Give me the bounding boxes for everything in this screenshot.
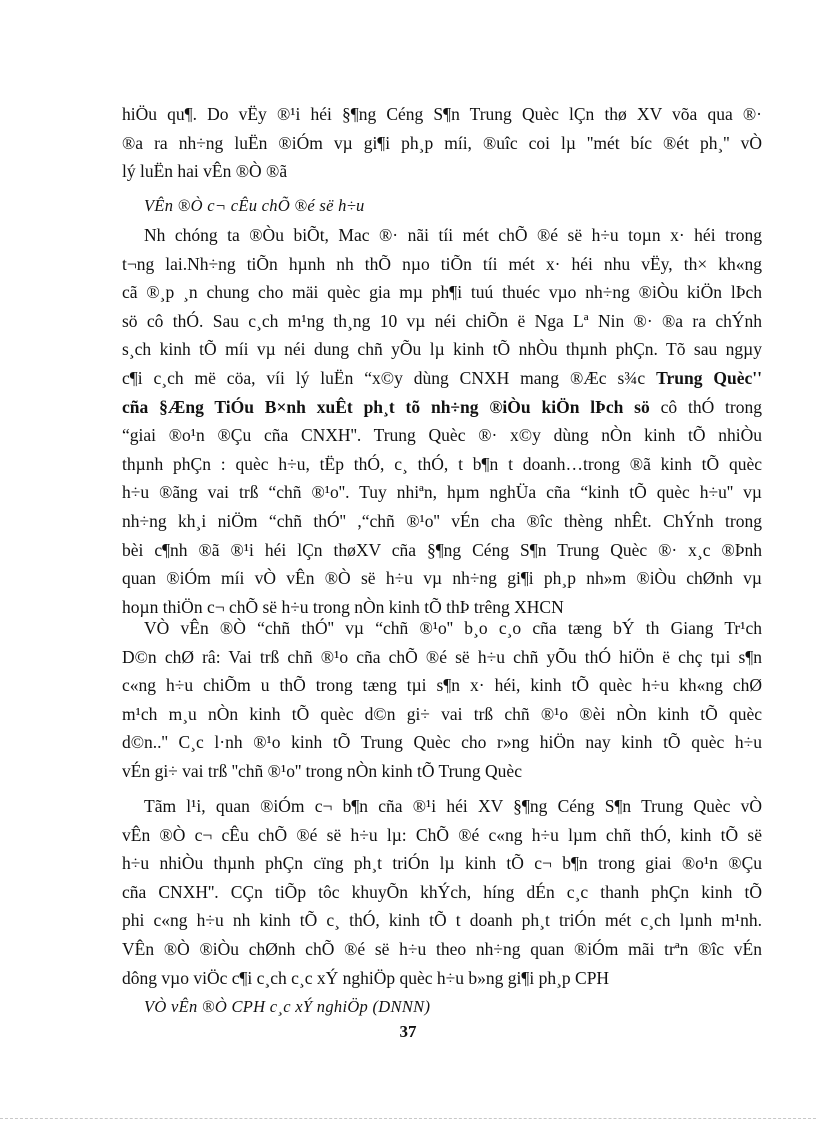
bold-phrase: cña §Æng TiÓu B×nh xuÊt ph¸t tõ nh÷ng ®iÒu kiÖn lÞch sö xyxy=(122,396,650,417)
text-line: Nh chóng ta ®Òu biÕt, Mac ®· nãi tíi mét chÕ ®é së h÷u toµn x· héi trong xyxy=(144,225,762,245)
text-line-with-bold: c¶i c¸ch më cöa, víi lý luËn “x©y dùng CNXH mang ®Æc s¾c Trung Quèc'' xyxy=(122,367,762,388)
text-line: m¹ch m¸u nÒn kinh tÕ quèc d©n gi÷ vai trß chñ ®¹o ®èi nÒn kinh tÕ quèc xyxy=(122,703,762,724)
text-line: hoµn thiÖn c¬ chÕ së h÷u trong nÒn kinh tÕ thÞ trêng XHCN xyxy=(122,596,564,617)
section-heading-ownership xyxy=(122,192,762,221)
page-number: 37 xyxy=(399,1022,417,1041)
text-line: thµnh phÇn : quèc h÷u, tËp thÓ, c¸ thÓ, t b¶n t doanh…trong ®ã kinh tÕ quèc xyxy=(122,453,762,474)
paragraph-continuation xyxy=(122,100,762,186)
text-line: vÊn ®Ò c¬ cÊu chÕ ®é së h÷u lµ: ChÕ ®é c«ng h÷u lµm chñ thÓ, kinh tÕ së xyxy=(122,824,762,845)
heading-text: VÊn ®Ò c¬ cÊu chÕ ®é së h÷u xyxy=(144,196,365,215)
text-line-with-bold: cña §Æng TiÓu B×nh xuÊt ph¸t tõ nh÷ng ®iÒu kiÖn lÞch sö cô thÓ trong xyxy=(122,396,762,417)
text-line: h÷u ®ãng vai trß “chñ ®¹o''. Tuy nhiªn, hµm nghÜa cña “kinh tÕ quèc h÷u'' vµ xyxy=(122,482,762,503)
text-line: vÉn gi÷ vai trß ''chñ ®¹o'' trong nÒn kinh tÕ Trung Quèc xyxy=(122,760,522,781)
text-line: lý luËn hai vÊn ®Ò ®ã xyxy=(122,161,288,182)
text-line: h÷u nhiÒu thµnh phÇn cïng ph¸t triÓn lµ kinh tÕ c¬ b¶n trong giai ®o¹n ®Çu xyxy=(122,853,762,874)
bold-phrase: Trung Quèc'' xyxy=(656,367,762,388)
text-line: cña CNXH''. CÇn tiÕp tôc khuyÕn khÝch, híng dÉn c¸c thanh phÇn kinh tÕ xyxy=(122,881,762,902)
section-heading-equitization xyxy=(122,993,762,1022)
text-line: Tãm l¹i, quan ®iÓm c¬ b¶n cña ®¹i héi XV §¶ng Céng S¶n Trung Quèc vÒ xyxy=(144,796,762,816)
text-line: hiÖu qu¶. Do vËy ®¹i héi §¶ng Céng S¶n Trung Quèc lÇn thø XV võa qua ®· xyxy=(122,104,762,124)
text-line: t¬ng lai.Nh÷ng tiÕn hµnh nh thÕ nµo tiÕn tíi mét x· héi nhu vËy, th× kh«ng xyxy=(122,253,762,274)
heading-text: VÒ vÊn ®Ò CPH c¸c xÝ nghiÖp (DNNN) xyxy=(144,997,431,1016)
text-line: cã ®¸p ¸n chung cho mäi quèc gia mµ ph¶i tuú thuéc vµo nh÷ng ®iÒu kiÖn lÞch xyxy=(122,282,762,303)
text-line: bèi c¶nh ®ã ®¹i héi lÇn thøXV cña §¶ng Céng S¶n Trung Quèc ®· x¸c ®Þnh xyxy=(122,539,762,560)
text-line: “giai ®o¹n ®Çu cña CNXH''. Trung Quèc ®· x©y dùng nÒn kinh tÕ nhiÒu xyxy=(122,425,762,446)
text-line: quan ®iÓm míi vÒ vÊn ®Ò së h÷u vµ nh÷ng gi¶i ph¸p nh»m ®iÒu chØnh vµ xyxy=(122,568,762,589)
text-line: dông vµo viÖc c¶i c¸ch c¸c xÝ nghiÖp quèc h÷u b»ng gi¶i ph¸p CPH xyxy=(122,967,610,988)
text-line: s¸ch kinh tÕ míi vµ néi dung chñ yÕu lµ kinh tÕ nhÒu thµnh phÇn. Tõ sau ngµy xyxy=(122,339,762,360)
paragraph-leading-role xyxy=(122,614,762,786)
paragraph-summary xyxy=(122,792,762,992)
text-line: sö cô thÓ. Sau c¸ch m¹ng th¸ng 10 vµ néi chiÕn ë Nga Lª Nin ®· ®a ra chÝnh xyxy=(122,310,762,331)
text-line: phi c«ng h÷u nh kinh tÕ c¸ thÓ, kinh tÕ t doanh ph¸t triÓn mét c¸ch lµnh m¹nh. xyxy=(122,910,762,931)
text-line: nh÷ng kh¸i niÖm “chñ thÓ'' ,“chñ ®¹o'' vÉn cha ®îc thèng nhÊt. ChÝnh trong xyxy=(122,510,762,531)
page-bottom-divider xyxy=(0,1118,816,1119)
text-line: ®a ra nh÷ng luËn ®iÓm vµ gi¶i ph¸p míi, ®uîc coi lµ ''mét bíc ®ét ph¸'' vÒ xyxy=(122,132,762,153)
text-line: c«ng h÷u chiÕm u thÕ trong tæng tµi s¶n x· héi, kinh tÕ quèc h÷u kh«ng chØ xyxy=(122,675,762,696)
text-line: d©n..'' C¸c l·nh ®¹o kinh tÕ Trung Quèc cho r»ng hiÖn nay kinh tÕ quèc h÷u xyxy=(122,732,762,753)
text-line: VÊn ®Ò ®iÒu chØnh chÕ ®é së h÷u theo nh÷ng quan ®iÓm mãi trªn ®îc vÉn xyxy=(122,938,762,959)
text-line: D©n chØ râ: Vai trß chñ ®¹o cña chÕ ®é së h÷u chñ yÕu thÓ hiÖn ë chç tµi s¶n xyxy=(122,646,762,667)
paragraph-ownership-structure xyxy=(122,221,762,621)
text-line: VÒ vÊn ®Ò “chñ thÓ'' vµ “chñ ®¹o'' b¸o c¸o cña tæng bÝ th Giang Tr¹ch xyxy=(144,618,762,638)
